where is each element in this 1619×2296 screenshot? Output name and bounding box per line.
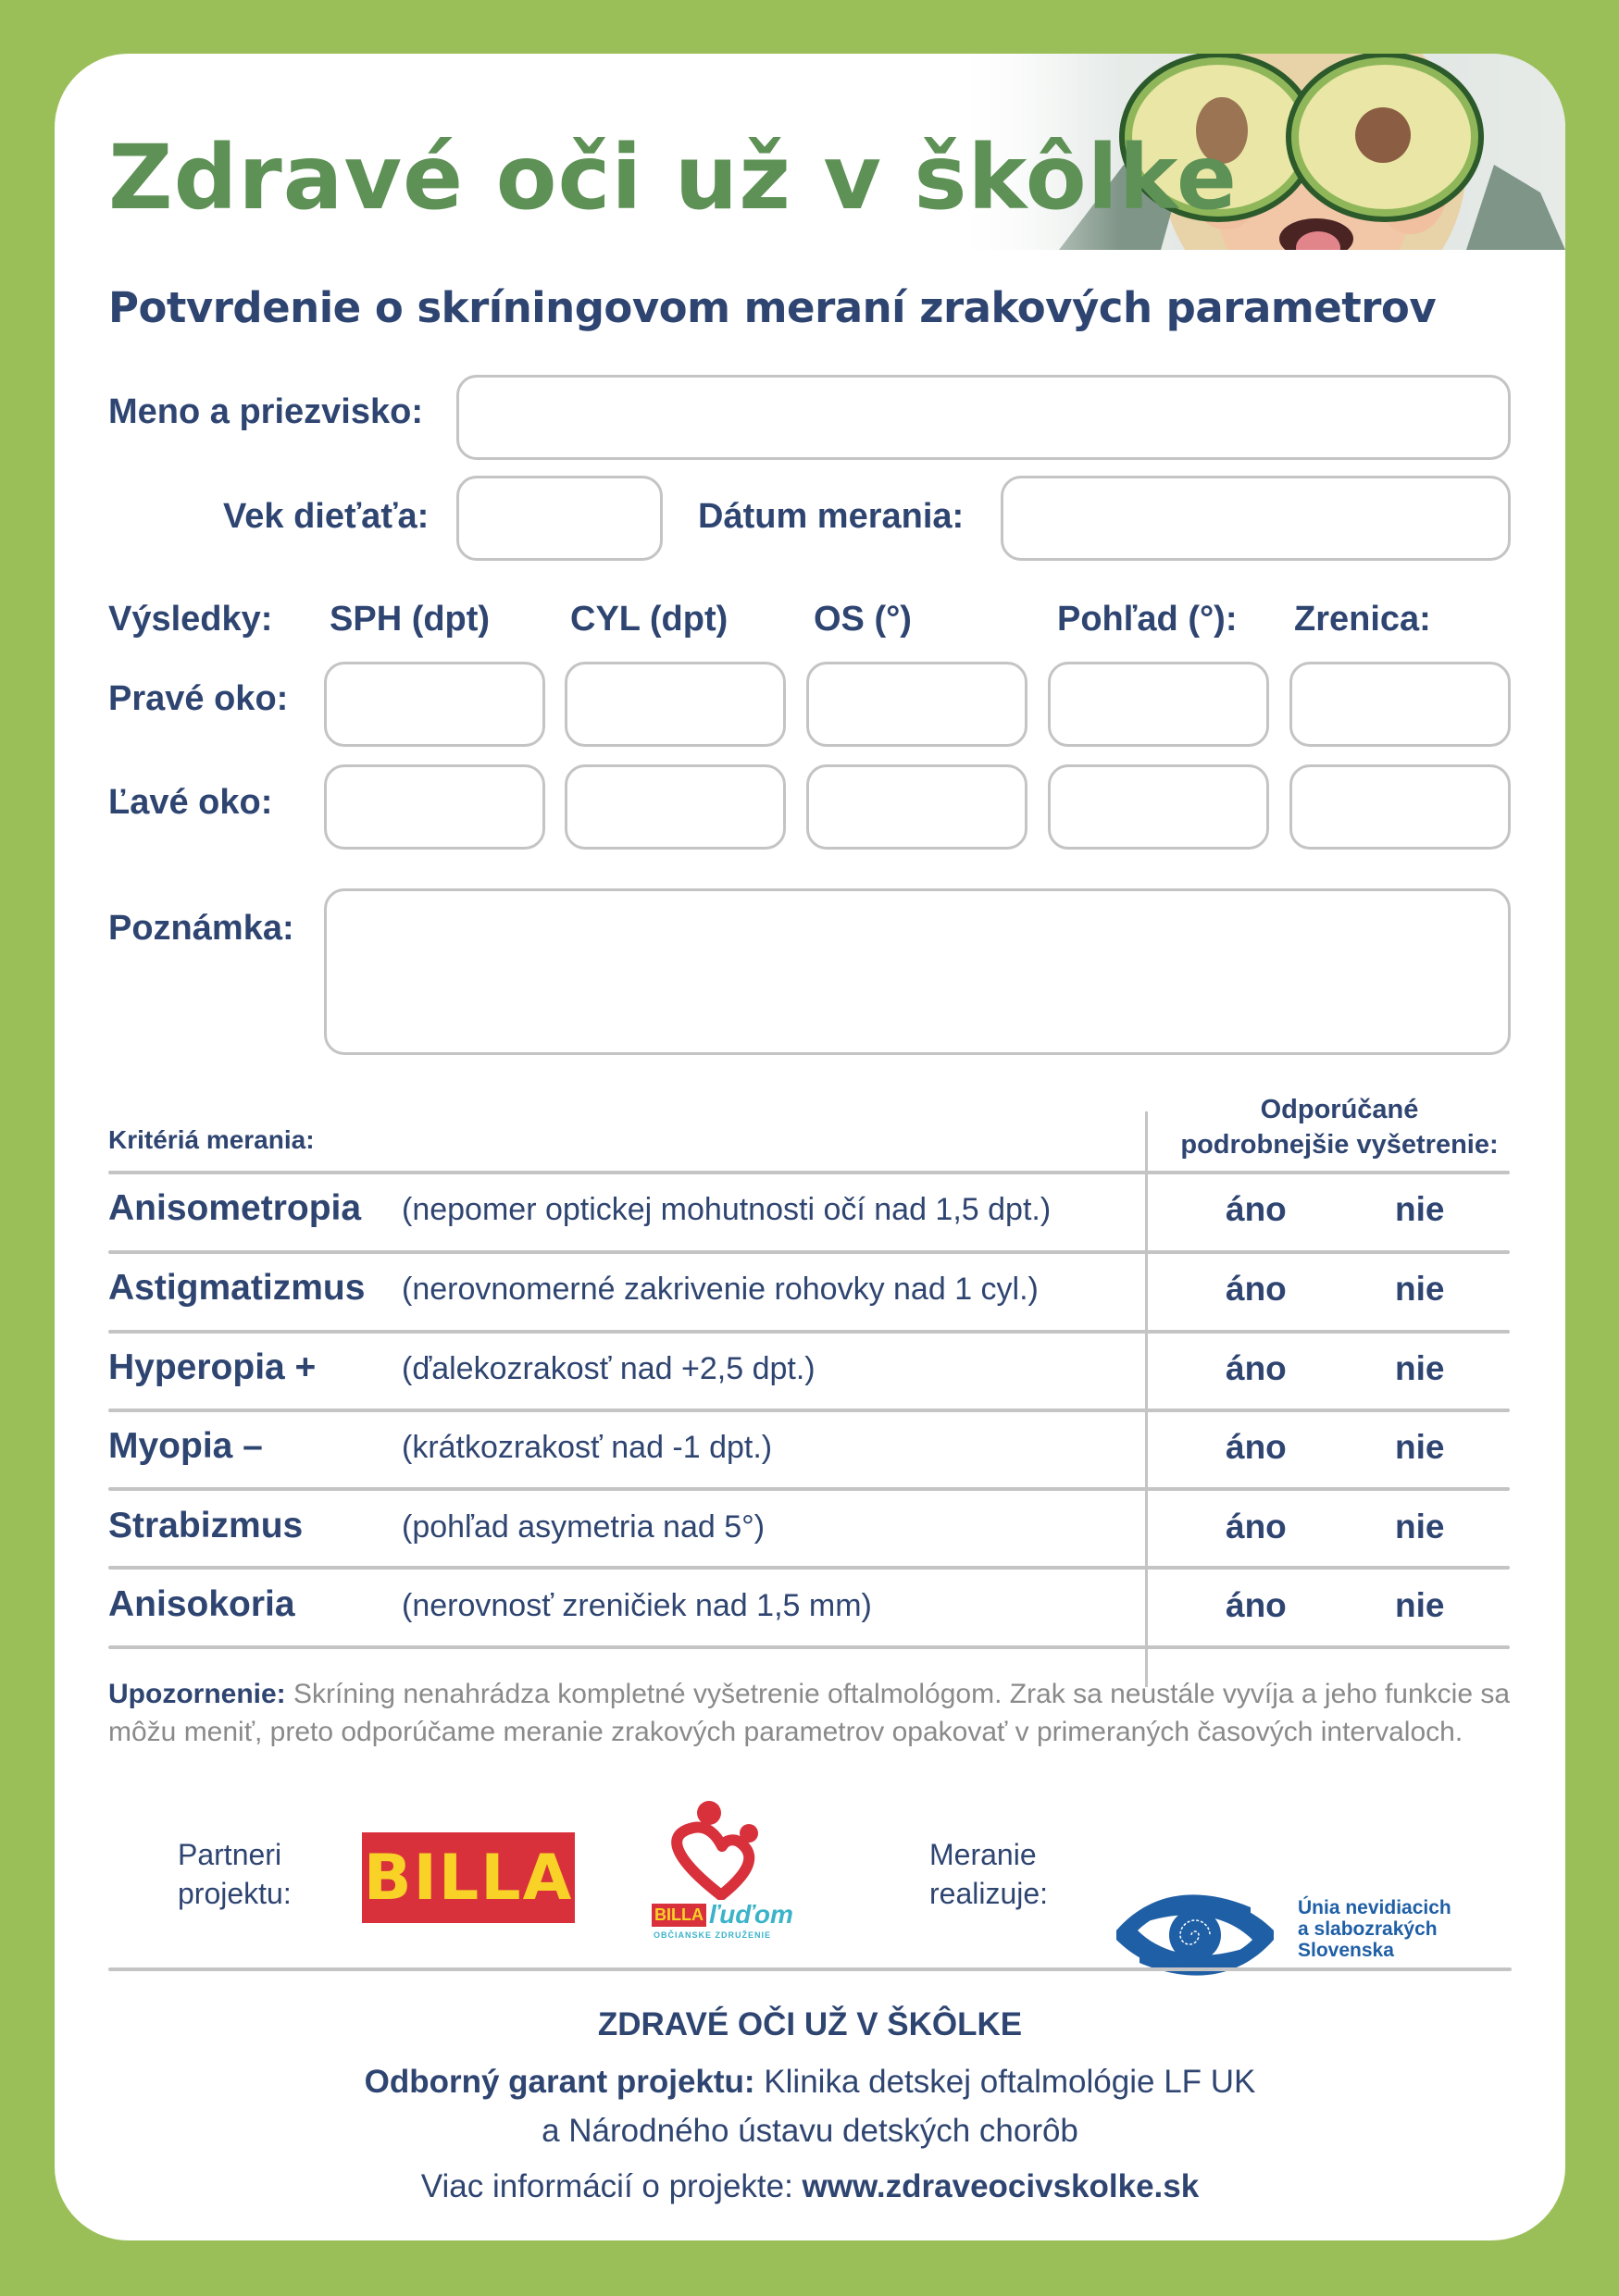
billa-ludom-logo xyxy=(642,1798,800,1940)
results-label: Výsledky: xyxy=(108,600,273,639)
criterion-description: (ďalekozrakosť nad +2,5 dpt.) xyxy=(402,1351,816,1386)
unss-logo-text xyxy=(1298,1897,1451,1961)
partners-label-line2: projektu: xyxy=(178,1877,292,1910)
name-field[interactable] xyxy=(456,375,1511,460)
recommendation-header-line2: podrobnejšie vyšetrenie: xyxy=(1180,1130,1499,1160)
left-eye-os-field[interactable] xyxy=(806,764,1027,850)
anisokoria-no-option[interactable]: nie xyxy=(1395,1586,1445,1624)
partners-label-line1: Partneri xyxy=(178,1838,282,1871)
footer-garant-label: Odborný garant projektu: xyxy=(364,2064,755,2100)
document-card xyxy=(55,54,1565,2240)
criterion-description: (nerovnosť zreničiek nad 1,5 mm) xyxy=(402,1588,872,1623)
criterion-description: (nepomer optickej mohutnosti očí nad 1,5 dpt.) xyxy=(402,1192,1052,1227)
criterion-name: Myopia – xyxy=(108,1426,263,1466)
recommendation-header xyxy=(1145,1092,1534,1162)
strabizmus-yes-option[interactable]: áno xyxy=(1226,1508,1287,1545)
note-field[interactable] xyxy=(324,888,1511,1055)
criterion-name: Hyperopia + xyxy=(108,1347,317,1387)
right-eye-sph-field[interactable] xyxy=(324,662,545,747)
heart-family-icon xyxy=(642,1798,800,1900)
age-label: Vek dieťaťa: xyxy=(223,497,430,536)
left-eye-pohlad-field[interactable] xyxy=(1048,764,1269,850)
name-label: Meno a priezvisko: xyxy=(108,392,423,431)
left-eye-sph-field[interactable] xyxy=(324,764,545,850)
criterion-name: Anisometropia xyxy=(108,1188,362,1228)
note-label: Poznámka: xyxy=(108,909,294,948)
astigmatizmus-no-option[interactable]: nie xyxy=(1395,1270,1445,1308)
column-pohlad: Pohľad (°): xyxy=(1057,600,1238,639)
footer-garant-line1: Klinika detskej oftalmológie LF UK xyxy=(754,2064,1256,2100)
right-eye-pohlad-field[interactable] xyxy=(1048,662,1269,747)
left-eye-zrenica-field[interactable] xyxy=(1289,764,1511,850)
billa-ludom-wordmark xyxy=(652,1900,793,1930)
column-cyl: CYL (dpt) xyxy=(570,600,729,639)
table-divider xyxy=(108,1330,1510,1334)
footer-info xyxy=(55,2168,1565,2205)
myopia-no-option[interactable]: nie xyxy=(1395,1428,1445,1466)
table-column-divider xyxy=(1145,1111,1148,1687)
realizer-label xyxy=(929,1835,1048,1913)
partners-label xyxy=(178,1835,292,1913)
criterion-description: (nerovnomerné zakrivenie rohovky nad 1 cyl.) xyxy=(402,1272,1039,1307)
unss-line2: a slabozrakých xyxy=(1298,1918,1438,1940)
table-divider xyxy=(108,1409,1510,1412)
hyperopia-yes-option[interactable]: áno xyxy=(1226,1349,1287,1387)
table-divider xyxy=(108,1171,1510,1174)
anisometropia-yes-option[interactable]: áno xyxy=(1226,1190,1287,1228)
footer-garant-line2: a Národného ústavu detských chorôb xyxy=(542,2113,1078,2149)
age-field[interactable] xyxy=(456,476,663,561)
table-divider xyxy=(108,1566,1510,1570)
anisokoria-yes-option[interactable]: áno xyxy=(1226,1586,1287,1624)
realizer-label-line1: Meranie xyxy=(929,1838,1037,1871)
billa-logo-text: BILLA xyxy=(363,1841,574,1915)
form-subtitle: Potvrdenie o skríningovom meraní zrakových parametrov xyxy=(108,283,1437,332)
date-label: Dátum merania: xyxy=(698,497,965,536)
hyperopia-no-option[interactable]: nie xyxy=(1395,1349,1445,1387)
left-eye-cyl-field[interactable] xyxy=(565,764,786,850)
footer-divider xyxy=(108,1967,1512,1971)
left-eye-label: Ľavé oko: xyxy=(108,783,273,822)
right-eye-cyl-field[interactable] xyxy=(565,662,786,747)
column-sph: SPH (dpt) xyxy=(330,600,491,639)
column-zrenica: Zrenica: xyxy=(1294,600,1431,639)
table-divider xyxy=(108,1250,1510,1254)
criterion-name: Astigmatizmus xyxy=(108,1268,366,1308)
table-divider xyxy=(108,1645,1510,1649)
strabizmus-no-option[interactable]: nie xyxy=(1395,1508,1445,1545)
notice-body: Skríning nenahrádza kompletné vyšetrenie oftalmológom. Zrak sa neustále vyvíja a jeho funkcie sa môžu meniť, preto odporúčame meranie zrakových parametrov opakovať v primeraných časových intervaloch. xyxy=(108,1679,1511,1747)
column-os: OS (°) xyxy=(814,600,912,639)
billa-ludom-subtitle: OBČIANSKE ZDRUŽENIE xyxy=(654,1930,772,1940)
table-divider xyxy=(108,1487,1510,1491)
unss-line3: Slovenska xyxy=(1298,1940,1394,1961)
right-eye-os-field[interactable] xyxy=(806,662,1027,747)
billa-logo xyxy=(362,1832,575,1923)
criterion-name: Anisokoria xyxy=(108,1584,295,1624)
astigmatizmus-yes-option[interactable]: áno xyxy=(1226,1270,1287,1308)
footer-info-label: Viac informácií o projekte: xyxy=(420,2168,803,2204)
criterion-description: (pohľad asymetria nad 5°) xyxy=(402,1509,766,1545)
unss-line1: Únia nevidiacich xyxy=(1298,1897,1451,1918)
website-link[interactable]: www.zdraveocivskolke.sk xyxy=(802,2168,1200,2204)
criteria-header: Kritériá merania: xyxy=(108,1125,315,1154)
notice-text xyxy=(108,1675,1515,1751)
right-eye-zrenica-field[interactable] xyxy=(1289,662,1511,747)
recommendation-header-line1: Odporúčané xyxy=(1260,1095,1419,1124)
page-title: Zdravé oči už v škôlke xyxy=(108,126,1239,230)
criterion-name: Strabizmus xyxy=(108,1506,304,1545)
date-field[interactable] xyxy=(1001,476,1511,561)
right-eye-label: Pravé oko: xyxy=(108,679,289,718)
billa-ludom-word: ľuďom xyxy=(709,1900,793,1929)
myopia-yes-option[interactable]: áno xyxy=(1226,1428,1287,1466)
realizer-label-line2: realizuje: xyxy=(929,1877,1049,1910)
footer-garant xyxy=(55,2064,1565,2101)
anisometropia-no-option[interactable]: nie xyxy=(1395,1190,1445,1228)
footer-title: ZDRAVÉ OČI UŽ V ŠKÔLKE xyxy=(597,2006,1023,2042)
criterion-description: (krátkozrakosť nad -1 dpt.) xyxy=(402,1430,773,1465)
notice-label: Upozornenie: xyxy=(108,1679,286,1709)
billa-ludom-brand: BILLA xyxy=(652,1904,706,1927)
